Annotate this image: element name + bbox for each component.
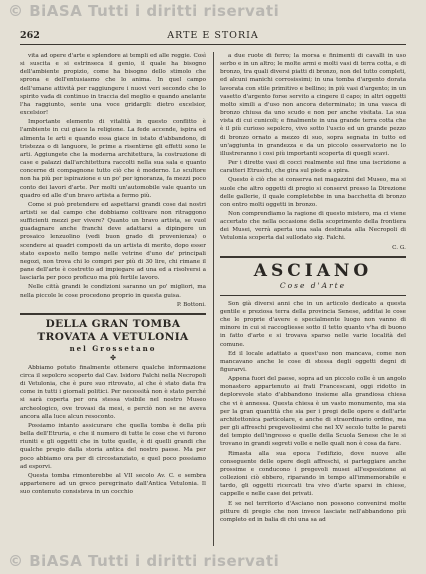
page-header xyxy=(20,30,406,45)
page-number: 262 xyxy=(20,30,40,41)
paragraph: E se nel territorio d'Asciano non possono convenirsi molte pitture di pregio che non invece lasciate nell'abbandono più completo ed in balia di chi una sa ad xyxy=(220,500,406,523)
left-column xyxy=(20,52,206,546)
article-heading xyxy=(20,318,206,362)
section-heading xyxy=(220,261,406,291)
paragraph: Son già diversi anni che in un articolo dedicato a questa gentile e preziosa terra della provincia Senese, additai le cose che le proprie d'avere e specialmente luogo non vanno di minore in cui si raccogliesse sotto il tetto quanto v'ha di buono in fatto d'arte e si trovava sparso nelle varie località del comune. xyxy=(220,300,406,348)
article-subtitle: nel Grossetano xyxy=(69,343,157,353)
paragraph: Questo è ciò che si conserva nei magazzini del Museo, ma si suole che altro oggetti di pregio si conservi presso la Direzione delle gallerie, il quale completebbe in una bacchetta di bronzo con entro molti oggetti in bronzo. xyxy=(220,177,406,208)
section-divider xyxy=(20,313,206,315)
article-title: DELLA GRAN TOMBA TROVATA A VETULONIA xyxy=(37,317,189,343)
author-signature: C. G. xyxy=(392,244,406,251)
running-title: ARTE E STORIA xyxy=(167,30,259,41)
paragraph: Non comprendiamo la ragione di questo mistero, ma ci viene accertato che nella occasione della scoprimento della frontiera dei Musei, verrà aperta una sala destinata alla Necropoli di Vetulonia scoperta dal sullodato sig. Falchi. xyxy=(220,210,406,242)
watermark-bottom: © BiASA Tutti i diritti riservati xyxy=(8,552,280,570)
ornament-icon: ✤ xyxy=(110,353,116,362)
author-signature: P. Bottoni. xyxy=(176,301,206,308)
paragraph: Ed il locale adattato a quest'uso non mancava, come non mancavano anche le cose di stessa degli oggetti degni di figurarvi. xyxy=(220,350,406,373)
paragraph: Questa tomba rimonterebbe al VII secolo Av. C. e sembra appartenere ad un greco peregrinato dall'Antica Vetulonia. Il suo contenuto consisteva in un cocchio xyxy=(20,472,206,496)
watermark-top: © BiASA Tutti i diritti riservati xyxy=(8,2,280,20)
column-divider xyxy=(213,52,214,546)
paragraph: Possiamo intanto assicurare che quella tomba è della più bella dell'Etruria, e che il numero di tutte le cose che vi furono riuniti e gli oggetti che in tutte quelle, è di quelli grandi che qualche pregio dalla storia antica del nostro paese. Ma per poco abbiamo ora per di circostanziato, e quel poco possiamo ad esporvi. xyxy=(20,422,206,470)
section-title: ASCIANO xyxy=(253,260,373,281)
section-divider xyxy=(220,256,406,258)
paragraph: a due ruote di ferro; la morsa e finimenti di cavalli in uso serbo e in un altro; le molte armi e molti vasi di terra cotta, e di bronzo, tra quali diversi piatti di bronzo, non del tutto completi, ed alcuni manichi corrosissimi; in una tomba d'argento dorata lavorata con stile primitivo e bellino; in più vasi d'argento; in un vasetto d'argento forse servito a cingere il capo; in altri oggetti molto simili a d'uso non ancora determinato; in una vasca di bronzo chiusa da uno scudo e non per anche visitata. La sua vista di cui cunicoli; e finalmente in una grande terra cotta che è il più curioso sepolcro, vivo sotto l'uscio ed un grande pezzo di bronzo ornato a mezzo di suo, sopra segnata in tutto ed un'aggiunta in grandezza e da un piccolo osservatorio ne lo illustreranno i cosi più importanti scoperta di quegli scavi. xyxy=(220,53,406,157)
paragraph: Appena fuori del paese, sopra ad un piccolo colle è un angolo monastero appartenuto ai frati Francescani, oggi ridotto in deplorevole stato d'abbandono insieme alla grandiosa chiesa che vi è annessa. Questa chiesa è un vasto monumento, ma sia per la gran quantità che sia per i pregi delle opere e dell'arte architettonica particolare, e anche di straordinario ordine, ma per gli affreschi pregevolissimi che nel XV secolo tutte le pareti del tempio dell'ingresso e quelle della Scuola Senese che le si trovano in grandi segreti volle e nelle quali non è cosa da fare. xyxy=(220,376,406,448)
paragraph: Abbiamo potuto finalmente ottenere qualche informazione circa il sepolcro scoperto dal Cav. Isidoro Falchi nella Necropoli di Vetulonia, che è pure suo ritrovato, al che è stato data fra come in tutti i giornali politici. Per necessità non è stato perché si sarà coperta per ora stessa visibile nel nostro Museo archeologico, ove trovasi da mesi, e perciò non se ne aveva ancora alla luce alcun resoconto. xyxy=(20,364,206,420)
paragraph: Importante elemento di vitalità in questo conflitto è l'ambiente in cui giace la religione. La fede accende, ispira ed alimenta le arti e quando essa giace in istato d'abbandono, di tristezza o di languore, le prime a risentirne gli effetti sono le arti. Aggiungete che la moderna architettura, la costruzione di case e palazzi dall'architettura raccolti nella sua sala e quanto concerne di compagnone tutto ciò che è moderno. Lo scultore non ha più per ispirazione e un po' per ignoranza, fa mezzi poco conto dei lavori d'arte. Per molti un'automobile vale quanto un quadro ed alle d'un bravo artista a fermo più. xyxy=(20,119,206,199)
section-divider xyxy=(220,295,406,296)
paragraph: Come si può pretendere ed aspettarsi grandi cose dai nostri artisti se dal campo che dobbiamo coltivare non ritraggono sufficienti mezzi per vivere? Quanto un bravo artista, se vuol guadagnare anche franchi deve adattarsi a dipingere un prosaico lenzuolino (vedi buon grado di provenienza) o scendere ai quadri composti da un artista di merito, dopo esser stato esposto nello tempo nelle vetrine d'uno de' principali negozi, non trova chi lo compri per più di 30 lire, chi rimane il pane dell'arte è costretto ad impiegare ad una ed a risolversi a lasciarla per poco proficuo ma più fertile lavoro. xyxy=(20,201,206,282)
right-column xyxy=(220,52,406,546)
paragraph: vita ad opere d'arte e splendore ai templi ed alle reggie. Così si suscita e si estrinseca il genio, il quale ha bisogno dell'ambiente propizio, come ha bisogno dello stimolo che sprona e dell'entusiasmo che lo anima. In quel campo dell'umane attività per raggiungere i nuovi veri secondo che lo spirito vada di continuo in traccia del meglio e quando anelante l'ha raggiunto, sente una voce gridargli: dietro excelsior, excelsior! xyxy=(20,53,206,117)
paragraph: Rimasta alla sua epoca l'edifizio, dove nuove alle conseguente delle opere degli affreschi, si parteggiare anche prossime e conducono i pregevoli musei all'esposizione ai collezioni ciò ebbero, riparando in tempo all'immemorabile e tardo, gli oggetti ricercati tra vivo d'arte sparsi in chiese, cappelle e nelle case dei privati. xyxy=(220,450,406,498)
section-subtitle: Cose d'Arte xyxy=(279,280,347,290)
paragraph: Nelle città grandi le condizioni saranno un po' migliori, ma nella piccole le cose procedono proprio in questa guisa. xyxy=(20,284,206,299)
paragraph: Per i dirette vasi di cocci realmente sul fine una iscrizione a caratteri Etruschi, che gira sul piede a spira. xyxy=(220,160,406,175)
